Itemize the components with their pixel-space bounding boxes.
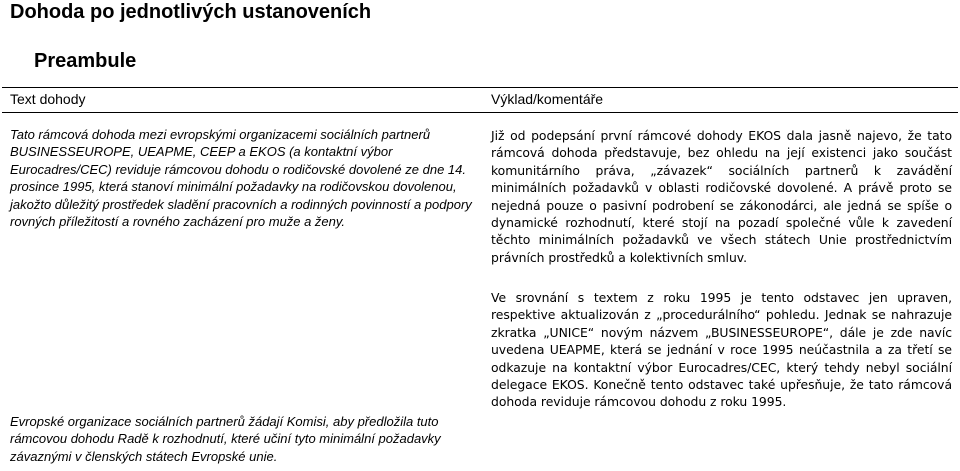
agreement-text-paragraph-1: Tato rámcová dohoda mezi evropskými organizacemi sociálních partnerů BUSINESSEUROPE, UEAPME, CEEP a EKOS (a kontaktní výbor Eurocadres/CEC) reviduje rámcovou dohodu o rodičovské dovolené ze dne 14. prosince 1995, která stanoví minimální požadavky na rodičovskou dovolenou, jakožto důležitý prostředek sladění pracovních a rodinných povinností a podpory rovných příležitostí a rovného zacházení pro muže a ženy. <box>10 127 472 230</box>
agreement-text-paragraph-2: Evropské organizace sociálních partnerů žádají Komisi, aby předložila tuto rámcovou dohodu Radě k rozhodnutí, které učiní tyto minimální požadavky závaznými v členských státech Evropské unie. <box>10 414 441 464</box>
table-header-rule <box>2 112 958 113</box>
column-header-text: Text dohody <box>10 91 86 107</box>
table-top-rule <box>2 87 958 88</box>
comparison-table <box>0 87 960 471</box>
section-title: Preambule <box>34 50 137 72</box>
document-title: Dohoda po jednotlivých ustanoveních <box>10 1 372 23</box>
commentary-paragraph-2: Ve srovnání s textem z roku 1995 je tento odstavec jen upraven, respektive aktualizován z „procedurálního“ pohledu. Jednak se nahrazuje zkratka „UNICE“ novým názvem „BUSINESSEUROPE“, dále je zde navíc uvedena UEAPME, která se jednání v roce 1995 neúčastnila a za třetí se odkazuje na kontaktní výbor Eurocadres/CEC, který tehdy nebyl sociální delegace EKOS. Konečně tento odstavec také upřesňuje, že tato rámcová dohoda reviduje rámcovou dohodu z roku 1995. <box>491 290 952 410</box>
commentary-paragraph-1: Již od podepsání první rámcové dohody EKOS dala jasně najevo, že tato rámcová dohoda představuje, bez ohledu na její existenci jako součást komunitárního práva, „závazek“ sociálních partnerů k zavádění minimálních požadavků v oblasti rodičovské dovolené. A právě proto se nejedná pouze o pasivní podrobení se zákonodárci, ale jedná se spíše o dynamické rozhodnutí, které stojí na pozadí společné vůle k zavedení těchto minimálních požadavků ve všech státech Unie prostřednictvím právních prostředků a kolektivních smluv. <box>491 128 952 265</box>
column-header-commentary: Výklad/komentáře <box>491 91 604 107</box>
